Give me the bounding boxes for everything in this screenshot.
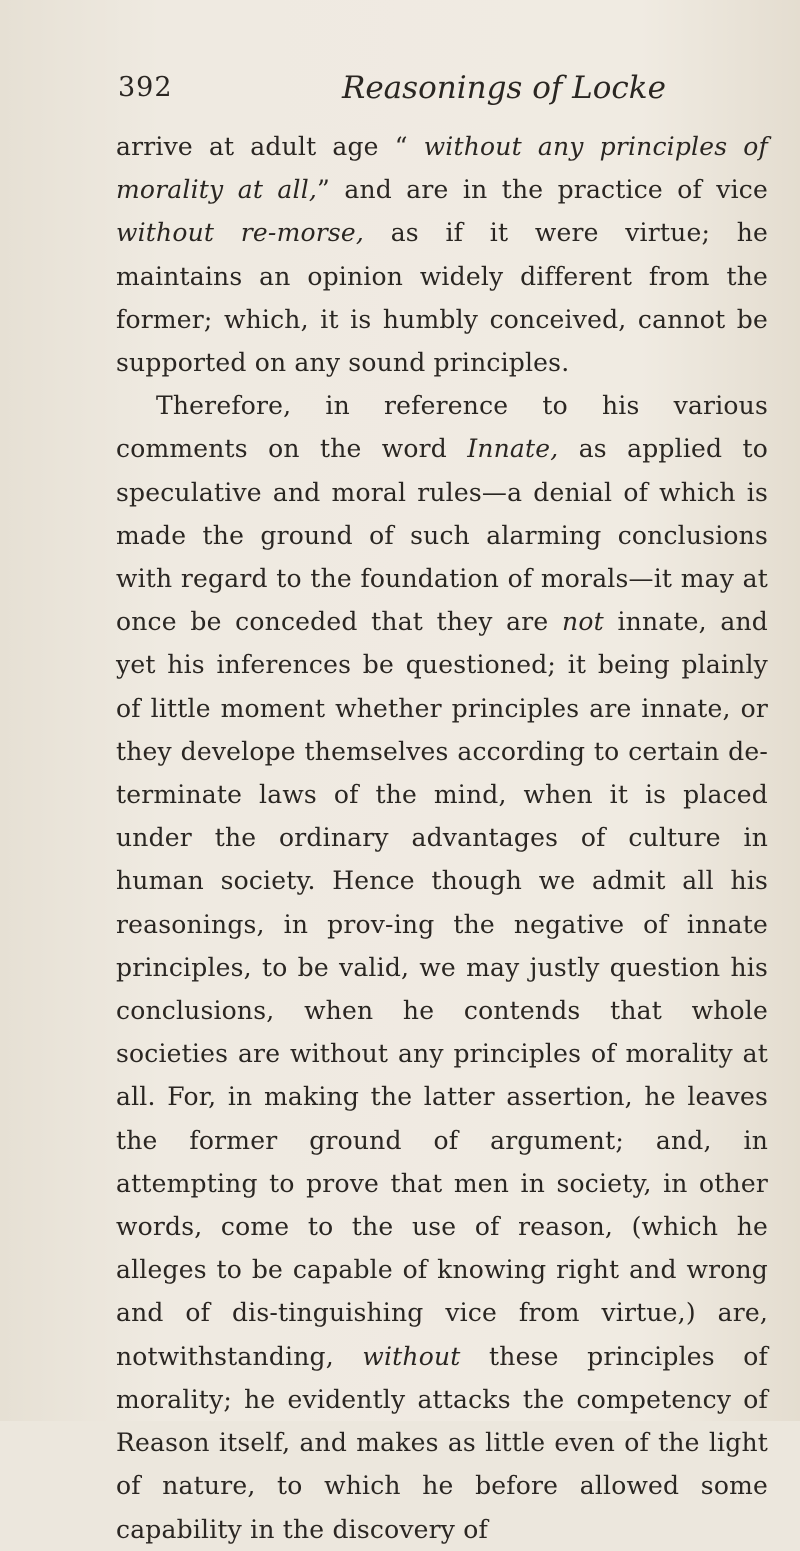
- italic-text: without: [362, 1341, 461, 1371]
- italic-text: Innate,: [467, 434, 559, 464]
- italic-text: without re-morse,: [116, 218, 365, 248]
- paragraph-1: [116, 125, 768, 384]
- text-run: as applied to speculative and moral rules—a denial of which is made the ground of such alarming conclusions with regard to the foundation of morals—it may at once be conceded that they are: [116, 434, 768, 637]
- italic-text: at all,: [237, 175, 318, 205]
- text-run: Therefore, in reference to his various comments on the word: [116, 391, 768, 464]
- body-text: [116, 125, 768, 1551]
- text-run: arrive at adult age “: [116, 132, 424, 161]
- text-run: ” and are in the practice of vice: [317, 175, 768, 205]
- text-run: [223, 175, 237, 204]
- italic-text: without any principles of morality: [116, 132, 769, 205]
- text-run: innate, and yet his inferences be questioned; it being plainly of little moment whether principles are innate, or they develope themselves according to certain de-terminate laws of the mind, when it is placed under the ordinary advantages of culture in human society. Hence though we admit all his reasonings, in prov-ing the negative of innate principles, to be valid, we may justly question his conclusions, when he contends that whole societies are without any principles of morality at all. For, in making the latter assertion, he leaves the former ground of argument; and, in attempting to prove that men in society, in other words, come to the use of reason, (which he alleges to be capable of knowing right and wrong and of dis-tinguishing vice from virtue,) are, notwithstanding,: [116, 607, 768, 1371]
- text-run: as if it were virtue; he maintains an opinion widely different from the former; which, it is humbly conceived, cannot be supported on any sound principles.: [116, 218, 768, 378]
- paragraph-2: [116, 384, 768, 1550]
- text-run: these principles of morality; he evidently attacks the competency of Reason itself, and makes as little even of the light of nature, to which he before allowed some capability in the discovery of: [116, 1341, 768, 1544]
- page-number: 392: [118, 72, 173, 103]
- page-header: [118, 72, 740, 112]
- italic-text: not: [562, 607, 604, 637]
- running-head: Reasonings of Locke: [342, 70, 666, 106]
